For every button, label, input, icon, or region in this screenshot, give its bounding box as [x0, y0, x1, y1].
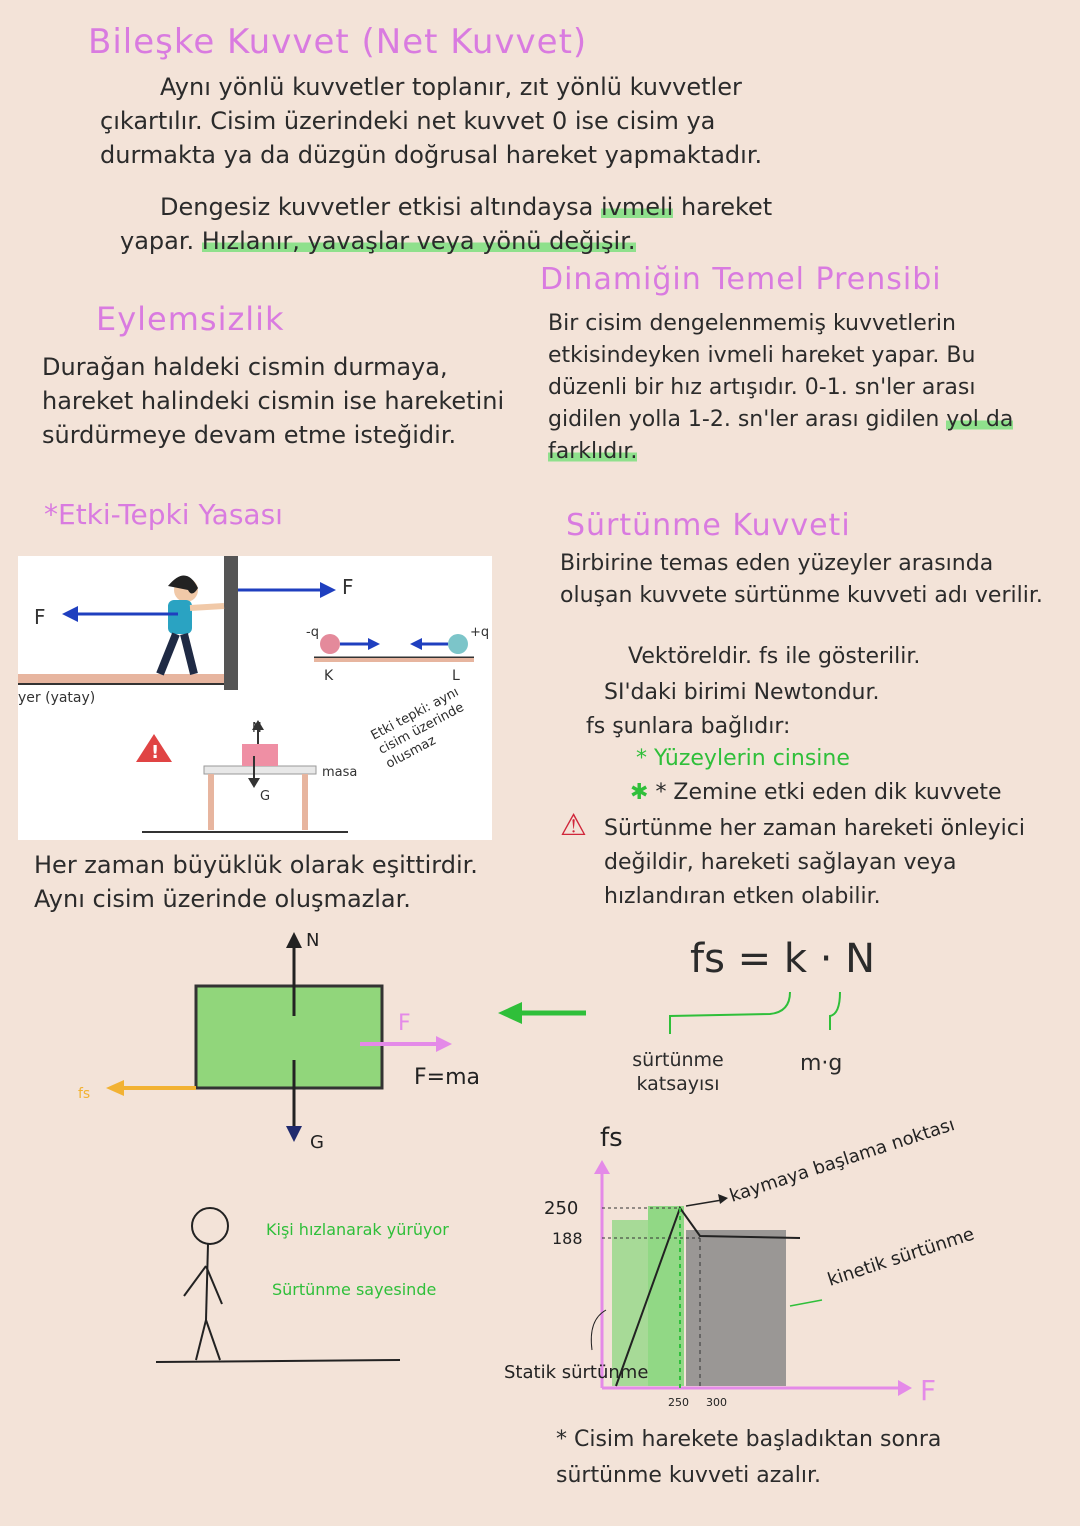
arrow-up-icon [286, 932, 302, 948]
resultant-text-2: Dengesiz kuvvetler etkisi altındaysa ivmeli hareket yapar. Hızlanır, yavaşlar veya yönü değişir. [120, 193, 773, 255]
tick-y-188: 188 [552, 1229, 583, 1248]
friction-title: Sürtünme Kuvveti [566, 508, 851, 543]
highlight-ivmeli: ivmeli [600, 193, 674, 221]
kinetic-label: kinetik sürtünme [825, 1223, 977, 1291]
label-pos-q: +q [470, 625, 490, 640]
action-reaction-note: Etki tepki: aynı cisim üzerinde olusmaz [368, 684, 467, 772]
highlight-different-path: yol da farklıdır. [548, 407, 1014, 464]
friction-text-2: Vektöreldir. fs ile gösterilir. [628, 644, 921, 669]
arrow-right-icon [320, 582, 336, 598]
warning-icon: ⚠ [560, 808, 587, 843]
static-label: Statik sürtünme [504, 1362, 649, 1383]
inertia-title: Eylemsizlik [96, 300, 285, 338]
action-reaction-text: Her zaman büyüklük olarak eşittirdir. Aynı cisim üzerinde oluşmazlar. [34, 851, 478, 913]
slip-point-label: kaymaya başlama noktası [727, 1114, 958, 1207]
arrow-right-icon [436, 1036, 452, 1052]
friction-graph [500, 1110, 1060, 1420]
action-reaction-svg [18, 556, 492, 840]
graph-footer: * Cisim harekete başladıktan sonra sürtünme kuvveti azalır. [556, 1427, 942, 1488]
ground-strip [18, 674, 228, 684]
dynamics-text: Bir cisim dengelenmemiş kuvvetlerin etkisindeyken ivmeli hareket yapar. Bu düzenli bir hız artışıdır. 0-1. sn'ler arası gidilen yolla 1-2. sn'ler arası gidilen yol da farklıdır. [548, 311, 1014, 464]
label-F-right: F [342, 575, 354, 599]
graph-y-axis-label: fs [600, 1123, 623, 1153]
arrow-left-icon [410, 638, 422, 650]
woman-pushing-figure [160, 575, 224, 674]
box-on-table [242, 744, 278, 766]
arrow-left-icon [106, 1080, 124, 1096]
friction-text-4: fs şunlara bağlıdır: [586, 714, 791, 739]
friction-text-3: SI'daki birimi Newtondur. [604, 680, 880, 705]
friction-text-1: Birbirine temas eden yüzeyler arasında oluşan kuvvete sürtünme kuvveti adı verilir. [560, 551, 1043, 608]
label-L: L [452, 668, 460, 684]
green-arrow-left-icon [494, 998, 590, 1028]
dynamics-title: Dinamiğin Temel Prensibi [540, 262, 942, 297]
stickman-note-2: Sürtünme sayesinde [272, 1280, 437, 1299]
static-region [648, 1206, 684, 1386]
label-ground: yer (yatay) [18, 690, 96, 706]
friction-formula: fs = k · N [690, 936, 876, 982]
resultant-text: Aynı yönlü kuvvetler toplanır, zıt yönlü kuvvetler çıkartılır. Cisim üzerindeki net kuvvet 0 ise cisim ya durmakta ya da düzgün doğrusal hareket yapmaktadır. [100, 73, 763, 169]
N-label: m·g [800, 1051, 843, 1076]
svg-text:!: ! [151, 742, 160, 763]
fbd-fma: F=ma [414, 1065, 480, 1090]
label-G: G [260, 789, 271, 804]
action-reaction-figure [18, 556, 492, 840]
tick-y-250: 250 [544, 1198, 579, 1219]
label-neg-q: -q [306, 625, 319, 640]
arrow-left-icon [62, 606, 78, 622]
charge-L [448, 634, 468, 654]
stickman-note-1: Kişi hızlanarak yürüyor [266, 1220, 449, 1239]
label-K: K [324, 668, 334, 684]
tick-x-250: 250 [668, 1396, 689, 1409]
friction-bullet-2: ✱ * Zemine etki eden dik kuvvete [630, 780, 1002, 805]
fbd-N: N [306, 930, 320, 951]
wall [224, 556, 238, 690]
charge-K [320, 634, 340, 654]
friction-bullet-1: * Yüzeylerin cinsine [636, 746, 850, 771]
label-F-left: F [34, 605, 46, 629]
fbd-box [196, 986, 382, 1088]
free-body-diagram [60, 920, 500, 1160]
label-N: N [252, 721, 262, 736]
axis-arrow-up-icon [594, 1160, 610, 1174]
action-reaction-title: *Etki-Tepki Yasası [44, 498, 283, 531]
highlight-speed-change: Hızlanır, yavaşlar veya yönü değişir. [201, 227, 636, 255]
formula-brackets [650, 986, 850, 1046]
axis-arrow-right-icon [898, 1380, 912, 1396]
fbd-fs: fs [78, 1086, 91, 1102]
label-table: masa [322, 765, 358, 780]
graph-x-axis-label: F [920, 1374, 937, 1407]
k-label: sürtünme katsayısı [632, 1049, 724, 1095]
arrow-down-icon [286, 1126, 302, 1142]
inertia-text: Durağan haldeki cismin durmaya, hareket halindeki cismin ise hareketini sürdürmeye devam etme isteğidir. [42, 353, 505, 449]
fbd-F: F [398, 1011, 411, 1036]
kinetic-region [686, 1230, 786, 1386]
fbd-G: G [310, 1132, 324, 1153]
tick-x-300: 300 [706, 1396, 727, 1409]
table-top [204, 766, 316, 774]
arrow-right-icon [368, 638, 380, 650]
resultant-title: Bileşke Kuvvet (Net Kuvvet) [88, 22, 588, 62]
friction-warning: Sürtünme her zaman hareketi önleyici değildir, hareketi sağlayan veya hızlandıran etken olabilir. [604, 816, 1025, 909]
